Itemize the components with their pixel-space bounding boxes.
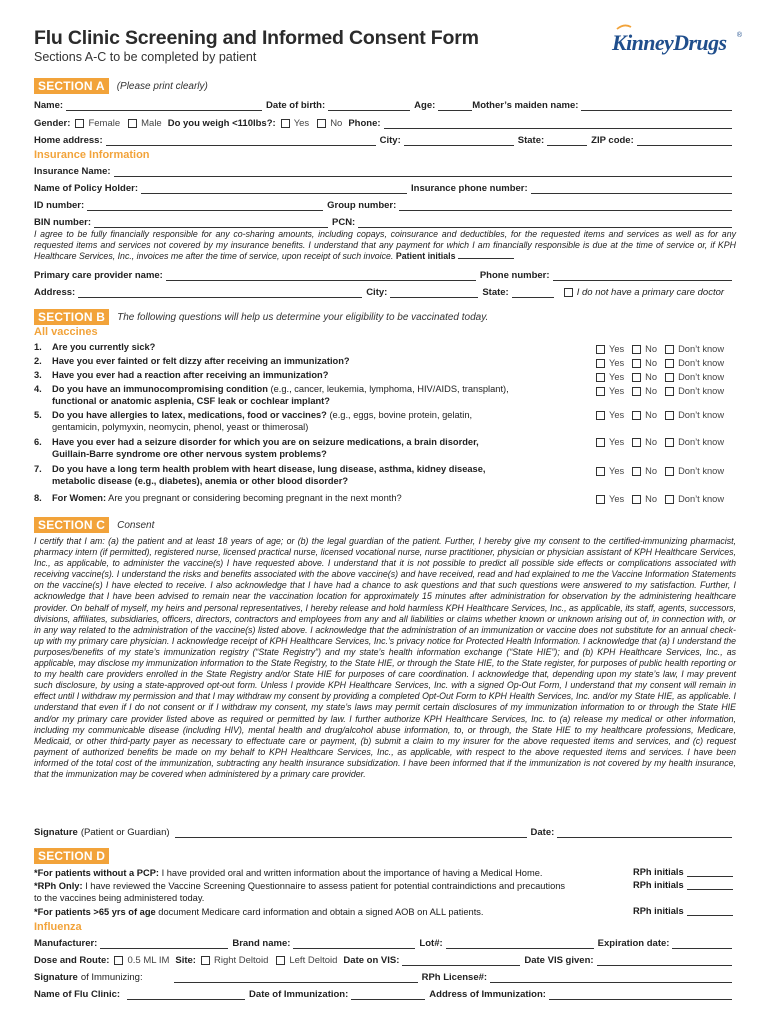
pcp-address-label: Address: xyxy=(34,287,76,298)
answer-no-label: No xyxy=(645,372,658,382)
answer-dont-know-checkbox[interactable] xyxy=(665,467,674,476)
state-field[interactable] xyxy=(547,136,587,146)
answer-dont-know-label: Don’t know xyxy=(678,437,725,447)
left-deltoid-label: Left Deltoid xyxy=(289,955,338,966)
rph-only-bold: *RPh Only: xyxy=(34,881,83,891)
policy-holder-row xyxy=(34,180,736,194)
group-number-field[interactable] xyxy=(399,201,732,211)
brand-name-label: Brand name: xyxy=(232,938,291,949)
answer-yes-label: Yes xyxy=(609,372,625,382)
answer-yes-checkbox[interactable] xyxy=(596,373,605,382)
section-d-header xyxy=(34,848,109,864)
question-2-answers xyxy=(596,358,732,369)
question-rest-text: Are you pregnant or considering becoming pregnant in the next month? xyxy=(106,493,402,503)
answer-no-checkbox[interactable] xyxy=(632,467,641,476)
answer-yes-checkbox[interactable] xyxy=(596,359,605,368)
pcp-address-field[interactable] xyxy=(78,288,362,298)
signature-sublabel: (Patient or Guardian) xyxy=(80,827,170,838)
manufacturer-field[interactable] xyxy=(100,939,228,949)
pcp-attestation-bold: *For patients without a PCP: xyxy=(34,868,159,878)
pcn-label: PCN: xyxy=(332,217,356,228)
answer-yes-checkbox[interactable] xyxy=(596,387,605,396)
home-address-label: Home address: xyxy=(34,135,103,146)
answer-no-label: No xyxy=(645,466,658,476)
right-deltoid-checkbox[interactable] xyxy=(201,956,210,965)
answer-yes-checkbox[interactable] xyxy=(596,345,605,354)
name-field[interactable] xyxy=(66,101,262,111)
question-number: 6. xyxy=(34,437,42,447)
answer-no-checkbox[interactable] xyxy=(632,359,641,368)
home-address-row xyxy=(34,132,736,146)
zip-field[interactable] xyxy=(637,136,732,146)
answer-dont-know-checkbox[interactable] xyxy=(665,359,674,368)
pcp-phone-field[interactable] xyxy=(553,271,732,281)
dose-route-row xyxy=(34,952,736,966)
section-c-badge: SECTION C xyxy=(34,517,109,533)
flu-clinic-name-field[interactable] xyxy=(127,990,245,1000)
policy-holder-field[interactable] xyxy=(141,184,407,194)
immunizer-signature-label: Signature xyxy=(34,972,78,983)
insurance-phone-label: Insurance phone number: xyxy=(411,183,528,194)
question-6-answers xyxy=(596,437,732,448)
question-bold-text: Do you have allergies to latex, medications, food or vaccines? xyxy=(52,410,327,420)
gender-row xyxy=(34,115,736,129)
over65-attestation xyxy=(34,906,614,918)
over65-text: document Medicare card information and obtain a signed AOB on ALL patients. xyxy=(155,907,484,917)
weigh-label: Do you weigh <110lbs?: xyxy=(167,118,276,129)
pcp-phone-label: Phone number: xyxy=(479,270,550,281)
date-vis-given-field[interactable] xyxy=(597,956,732,966)
answer-dont-know-checkbox[interactable] xyxy=(665,411,674,420)
question-8-answers xyxy=(596,494,732,505)
answer-dont-know-checkbox[interactable] xyxy=(665,345,674,354)
answer-no-label: No xyxy=(645,344,658,354)
answer-dont-know-checkbox[interactable] xyxy=(665,438,674,447)
answer-no-checkbox[interactable] xyxy=(632,411,641,420)
rph-initials-1-label: RPh initials xyxy=(633,867,684,877)
answer-no-checkbox[interactable] xyxy=(632,373,641,382)
consent-text: I certify that I am: (a) the patient and at least 18 years of age; or (b) the legal guardian of the patient. Further, I hereby give my consent to the certified-immunizing pharmacist, pharmacy intern (if permitted), registered nurse, licensed practical nurse, licensed vocational nurse, nurse practitioner, physician or physician assistant of KPH Healthcare Services, Inc., as applicable, to administer the vaccine(s) I have requested above. I understand that it is not possible to predict all possible side effects or complications associated with receiving vaccine(s). I understand the risks and benefits associated with the above vaccine(s) and have received, read and had explained to me the Vaccine Information Statements on the vaccine(s) I have elected to receive. I also acknowledge that I have had a chance to ask questions and that such questions were answered to my satisfaction. Further, I acknowledge that I have been advised to remain near the vaccination location for approximately 15 minutes after administration for observation by the administering healthcare provider. On behalf of myself, my heirs and personal representatives, I hereby release and hold harmless KPH Healthcare Services, Inc., as applicable, its staff, agents, successors, divisions, affiliates, subsidiaries, officers, directors, contractors and employees from any and all liabilities or claims whether known or unknown arising out of, in connection with, or in any way related to the administration of the vaccine(s) listed above. I acknowledge that the administration of an immunization or vaccine does not substitute for an annual check-up with my primary care physician. I acknowledge receipt of KPH Healthcare Services, Inc.’s privacy notice for Protected Health Information. I acknowledge that (a) I understand the purposes/benefits of my state’s immunization registry (“State Registry”) and my state’s health information exchange (“State HIE”); and (b) KPH Healthcare Services, Inc., as applicable, may disclose my immunization information to the State Registry, to the State HIE, or through the State HIE, to the State register, for purposes of public health reporting or to my health care providers enrolled in the State Registry and/or State HIE for purposes of care coordination. I acknowledge that, depending upon my state’s law, I may prevent such disclosure, by using a state-approved opt-out form. Unless I provide KPH Healthcare Services, Inc. with a signed Op-Out Form, I understand that my consent will remain in effect until I withdraw my permission and that I may withdraw my consent by providing a completed Opt-Out Form to KPH Health Services, Inc. and/or my State HIE, as applicable. I understand that even if I do not consent or if I withdraw my consent, my state’s laws may permit certain disclosures of my immunization information to or through the State HIE and/or my primary care provider listed above as required or permitted by law. I further authorize KPH Healthcare Services, Inc. to (a) release my medical or other information, including my communicable disease (including HIV), mental health and drug/alcohol abuse information, to, or through, the State HIE to my healthcare professions, Medicare, Medicaid, or other third-party payer as necessary to effectuate care or payment, (b) submit a claim to my insurer for the above requested items and services, and (c) request payment of authorized benefits be made on my behalf to KPH Healthcare Services, Inc., as applicable, with respect to the above requested items and services. I have been informed of the total cost of the immunization, subtracting any health insurance subsidization. I have been informed that if the immunization is not covered by my health insurance, that the immunization may be covered when administered by a primary care provider. xyxy=(34,536,736,779)
dob-field[interactable] xyxy=(328,101,410,111)
signature-date-label: Date: xyxy=(530,827,555,838)
question-bold-text: Do you have a long term health problem with heart disease, lung disease, asthma, kidney disease, xyxy=(52,464,486,474)
rph-license-label: RPh License#: xyxy=(421,972,488,983)
answer-no-label: No xyxy=(645,410,658,420)
city-label: City: xyxy=(379,135,401,146)
question-bold-text: Have you ever fainted or felt dizzy after receiving an immunization? xyxy=(52,356,350,366)
question-continuation: functional or anatomic asplenia, CSF leak or cochlear implant? xyxy=(52,396,330,406)
section-d-badge: SECTION D xyxy=(34,848,109,864)
answer-dont-know-label: Don’t know xyxy=(678,410,725,420)
question-continuation: metabolic disease (e.g., diabetes), anemia or other blood disorder? xyxy=(52,476,349,486)
zip-label: ZIP code: xyxy=(591,135,634,146)
over65-bold: *For patients >65 yrs of age xyxy=(34,907,156,917)
rph-only-attestation xyxy=(34,880,614,904)
logo-text: KinneyDrugs xyxy=(612,30,727,55)
weigh-no-label: No xyxy=(330,118,343,129)
answer-yes-checkbox[interactable] xyxy=(596,411,605,420)
question-2 xyxy=(34,355,574,367)
answer-no-checkbox[interactable] xyxy=(632,387,641,396)
address-immunization-field[interactable] xyxy=(549,990,732,1000)
answer-dont-know-label: Don’t know xyxy=(678,466,725,476)
maiden-name-field[interactable] xyxy=(581,101,732,111)
answer-dont-know-label: Don’t know xyxy=(678,494,725,504)
influenza-heading: Influenza xyxy=(34,921,82,933)
question-rest-text: (e.g., cancer, leukemia, lymphoma, HIV/AIDS, transplant), xyxy=(267,384,509,394)
question-number: 3. xyxy=(34,370,42,380)
question-text xyxy=(52,342,155,352)
answer-dont-know-label: Don’t know xyxy=(678,386,725,396)
answer-dont-know-label: Don’t know xyxy=(678,372,725,382)
policy-holder-label: Name of Policy Holder: xyxy=(34,183,138,194)
patient-initials-label: Patient initials xyxy=(395,251,456,262)
bin-number-field[interactable] xyxy=(94,218,328,228)
signature-label: Signature xyxy=(34,827,78,838)
answer-yes-label: Yes xyxy=(609,437,625,447)
dose-route-label: Dose and Route: xyxy=(34,955,110,966)
expiration-label: Expiration date: xyxy=(597,938,670,949)
lot-field[interactable] xyxy=(446,939,594,949)
immunizer-signature-field[interactable] xyxy=(174,973,418,983)
answer-no-label: No xyxy=(645,358,658,368)
date-immunization-field[interactable] xyxy=(351,990,425,1000)
answer-yes-label: Yes xyxy=(609,344,625,354)
answer-dont-know-checkbox[interactable] xyxy=(665,495,674,504)
answer-no-checkbox[interactable] xyxy=(632,438,641,447)
rph-initials-2-label: RPh initials xyxy=(633,880,684,890)
male-label: Male xyxy=(141,118,162,129)
rph-only-text: I have reviewed the Vaccine Screening Questionnaire to assess patient for potential contraindictions and precautions xyxy=(82,881,566,891)
question-number: 4. xyxy=(34,384,42,394)
question-continuation: gentamicin, polymyxin, neomycin, phenol, yeast or thimerosal) xyxy=(52,422,309,432)
answer-no-label: No xyxy=(645,494,658,504)
financial-agreement-text: I agree to be fully financially responsible for any co-sharing amounts, including copays, coinsurance and deductibles, for the requested items and services as well as for any requested items and services not covered by my insurance benefits. I understand that any payment for which I am financially responsible is due at the time of service or, if KPH Healthcare Services, Inc., invoices me after the time of service, upon receipt of such invoice. xyxy=(34,229,736,262)
gender-label: Gender: xyxy=(34,118,71,129)
age-label: Age: xyxy=(414,100,436,111)
question-number: 2. xyxy=(34,356,42,366)
question-bold-text: Have you ever had a reaction after receiving an immunization? xyxy=(52,370,329,380)
question-bold-text: Are you currently sick? xyxy=(52,342,156,352)
question-7-answers xyxy=(596,466,732,477)
pcn-field[interactable] xyxy=(358,218,732,228)
question-6 xyxy=(34,436,574,460)
answer-yes-label: Yes xyxy=(609,358,625,368)
city-field[interactable] xyxy=(404,136,514,146)
pcp-attestation-text: I have provided oral and written information about the importance of having a Medical Home. xyxy=(159,868,543,878)
question-4-answers xyxy=(596,386,732,397)
question-1 xyxy=(34,341,574,353)
question-text xyxy=(52,493,402,503)
insurance-name-label: Insurance Name: xyxy=(34,166,111,177)
flu-clinic-name-label: Name of Flu Clinic: xyxy=(34,989,121,1000)
name-row xyxy=(34,97,736,111)
left-deltoid-checkbox[interactable] xyxy=(276,956,285,965)
answer-dont-know-checkbox[interactable] xyxy=(665,373,674,382)
question-8 xyxy=(34,492,574,504)
question-4 xyxy=(34,383,574,407)
question-number: 7. xyxy=(34,464,42,474)
pcp-state-label: State: xyxy=(482,287,509,298)
question-number: 1. xyxy=(34,342,42,352)
lot-label: Lot#: xyxy=(419,938,443,949)
answer-yes-checkbox[interactable] xyxy=(596,467,605,476)
answer-dont-know-label: Don’t know xyxy=(678,344,725,354)
page-subtitle: Sections A-C to be completed by patient xyxy=(34,50,257,64)
date-on-vis-label: Date on VIS: xyxy=(343,955,400,966)
pcp-name-row xyxy=(34,267,736,281)
flu-clinic-row xyxy=(34,986,736,1000)
section-b-badge: SECTION B xyxy=(34,309,109,325)
question-bold-text: Have you ever had a seizure disorder for which you are on seizure medications, a brain disorder, xyxy=(52,437,479,447)
pcp-city-label: City: xyxy=(366,287,388,298)
question-continuation: Guillain-Barre syndrome ore other nervous system problems? xyxy=(52,449,327,459)
question-text xyxy=(52,356,350,366)
date-on-vis-field[interactable] xyxy=(402,956,520,966)
male-checkbox[interactable] xyxy=(128,119,137,128)
no-pcp-checkbox[interactable] xyxy=(564,288,573,297)
insurance-name-row xyxy=(34,163,736,177)
rph-initials-3-label: RPh initials xyxy=(633,906,684,916)
page-title: Flu Clinic Screening and Informed Consent Form xyxy=(34,27,479,49)
question-7 xyxy=(34,463,574,487)
right-deltoid-label: Right Deltoid xyxy=(213,955,269,966)
site-label: Site: xyxy=(175,955,196,966)
female-label: Female xyxy=(88,118,121,129)
answer-dont-know-label: Don’t know xyxy=(678,358,725,368)
bin-number-row xyxy=(34,214,736,228)
pcp-name-label: Primary care provider name: xyxy=(34,270,163,281)
answer-yes-checkbox[interactable] xyxy=(596,438,605,447)
address-immunization-label: Address of Immunization: xyxy=(429,989,546,1000)
maiden-name-label: Mother’s maiden name: xyxy=(472,100,579,111)
rph-initials-3 xyxy=(633,906,737,916)
pcp-state-field[interactable] xyxy=(512,288,554,298)
dose-option: 0.5 ML IM xyxy=(127,955,170,966)
patient-initials-field[interactable] xyxy=(458,251,514,259)
brand-name-field[interactable] xyxy=(293,939,415,949)
manufacturer-label: Manufacturer: xyxy=(34,938,98,949)
rph-initials-1-field[interactable] xyxy=(687,867,733,877)
section-c-note: Consent xyxy=(117,519,155,531)
answer-yes-label: Yes xyxy=(609,494,625,504)
question-number: 8. xyxy=(34,493,42,503)
rph-license-field[interactable] xyxy=(490,973,732,983)
expiration-field[interactable] xyxy=(672,939,732,949)
question-text xyxy=(52,464,485,474)
answer-yes-label: Yes xyxy=(609,386,625,396)
answer-yes-label: Yes xyxy=(609,410,625,420)
no-pcp-label: I do not have a primary care doctor xyxy=(576,287,725,298)
section-a-header xyxy=(34,78,208,94)
bin-number-label: BIN number: xyxy=(34,217,91,228)
weigh-no-checkbox[interactable] xyxy=(317,119,326,128)
question-number: 5. xyxy=(34,410,42,420)
female-checkbox[interactable] xyxy=(75,119,84,128)
date-vis-given-label: Date VIS given: xyxy=(524,955,594,966)
id-number-field[interactable] xyxy=(87,201,323,211)
rph-initials-2-field[interactable] xyxy=(687,880,733,890)
phone-label: Phone: xyxy=(348,118,381,129)
section-b-note: The following questions will help us determine your eligibility to be vaccinated today. xyxy=(117,311,489,323)
question-text xyxy=(52,370,328,380)
answer-no-checkbox[interactable] xyxy=(632,345,641,354)
question-bold-text: Do you have an immunocompromising condition xyxy=(52,384,268,394)
state-label: State: xyxy=(517,135,545,146)
logo-registered-mark: ® xyxy=(736,32,742,39)
rph-initials-1 xyxy=(633,867,737,877)
all-vaccines-heading: All vaccines xyxy=(34,326,98,338)
section-b-header xyxy=(34,309,488,325)
insurance-phone-field[interactable] xyxy=(531,184,732,194)
insurance-name-field[interactable] xyxy=(114,167,732,177)
question-5-answers xyxy=(596,410,732,421)
dose-checkbox[interactable] xyxy=(114,956,123,965)
question-3 xyxy=(34,369,574,381)
age-field[interactable] xyxy=(438,101,472,111)
weigh-yes-checkbox[interactable] xyxy=(281,119,290,128)
answer-no-label: No xyxy=(645,437,658,447)
question-rest-text: (e.g., eggs, bovine protein, gelatin, xyxy=(326,410,473,420)
date-immunization-label: Date of Immunization: xyxy=(249,989,349,1000)
id-number-label: ID number: xyxy=(34,200,85,211)
question-1-answers xyxy=(596,344,732,355)
name-label: Name: xyxy=(34,100,64,111)
weigh-yes-label: Yes xyxy=(293,118,310,129)
pcp-attestation xyxy=(34,867,604,879)
signature-date-field[interactable] xyxy=(557,828,732,838)
signature-field[interactable] xyxy=(175,828,527,838)
dob-label: Date of birth: xyxy=(266,100,326,111)
phone-field[interactable] xyxy=(384,119,732,129)
section-a-badge: SECTION A xyxy=(34,78,109,94)
manufacturer-row xyxy=(34,935,736,949)
answer-yes-checkbox[interactable] xyxy=(596,495,605,504)
answer-yes-label: Yes xyxy=(609,466,625,476)
question-3-answers xyxy=(596,372,732,383)
immunizer-signature-row xyxy=(34,969,736,983)
kinney-drugs-logo xyxy=(612,24,742,60)
rph-initials-3-field[interactable] xyxy=(687,906,733,916)
home-address-field[interactable] xyxy=(106,136,376,146)
signature-row xyxy=(34,824,736,838)
question-bold-text: For Women: xyxy=(52,493,107,503)
pcp-city-field[interactable] xyxy=(390,288,478,298)
rph-only-text-2: to the vaccines being administered today. xyxy=(34,893,205,903)
question-5 xyxy=(34,409,574,433)
question-text xyxy=(52,437,479,447)
question-text xyxy=(52,384,509,394)
group-number-label: Group number: xyxy=(327,200,397,211)
insurance-heading: Insurance Information xyxy=(34,149,150,161)
question-text xyxy=(52,410,472,420)
section-a-note: (Please print clearly) xyxy=(116,80,208,92)
section-c-header xyxy=(34,517,154,533)
rph-initials-2 xyxy=(633,880,737,890)
answer-dont-know-checkbox[interactable] xyxy=(665,387,674,396)
pcp-address-row xyxy=(34,284,736,298)
immunizer-signature-sublabel: of Immunizing: xyxy=(80,972,143,983)
answer-no-label: No xyxy=(645,386,658,396)
financial-agreement xyxy=(34,229,736,262)
pcp-name-field[interactable] xyxy=(166,271,476,281)
id-number-row xyxy=(34,197,736,211)
answer-no-checkbox[interactable] xyxy=(632,495,641,504)
